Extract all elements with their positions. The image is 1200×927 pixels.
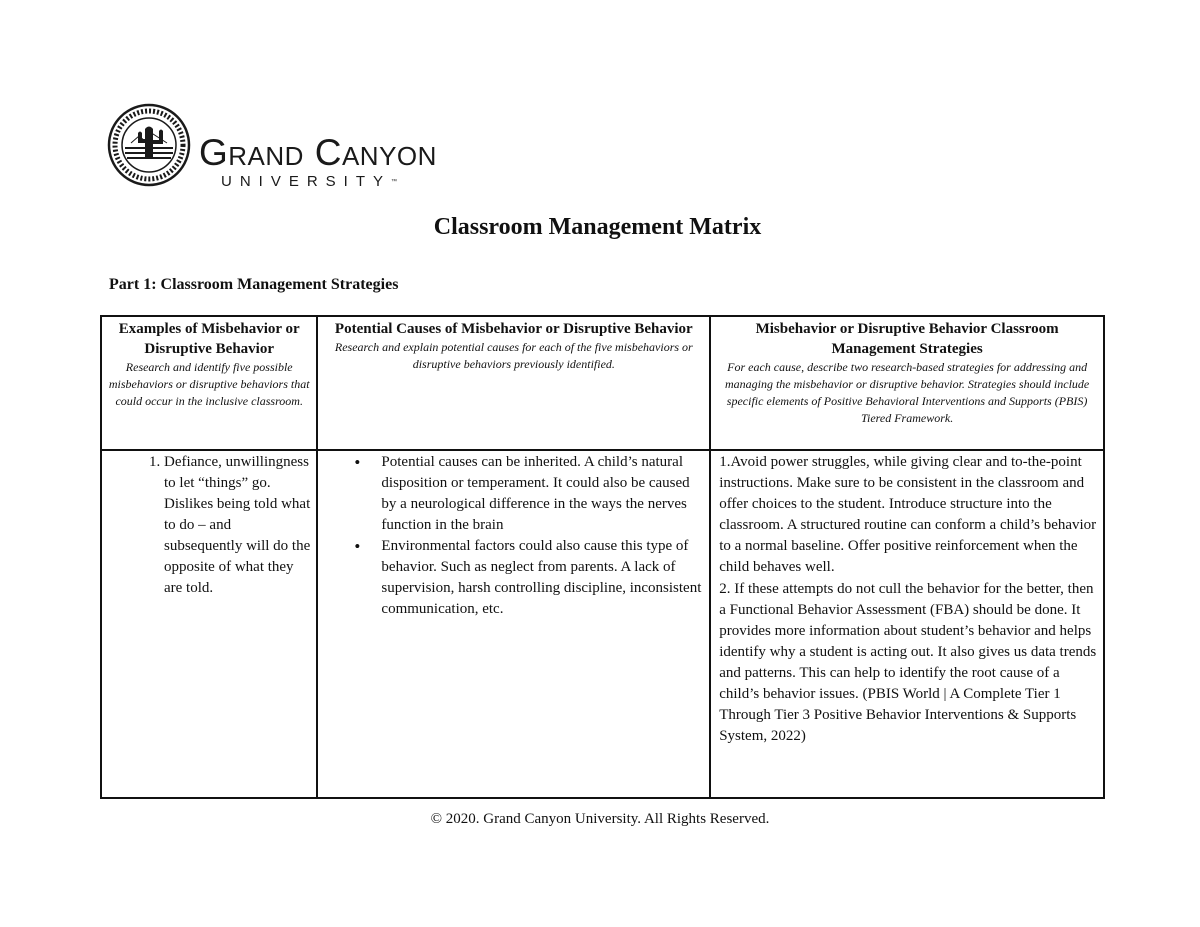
part-heading: Part 1: Classroom Management Strategies — [109, 276, 399, 293]
logo-wordmark — [199, 133, 437, 191]
page-title: Classroom Management Matrix — [433, 214, 762, 240]
logo-subtitle — [199, 173, 437, 191]
strategy-2: 2. If these attempts do not cull the behavior for the better, then a Functional Behavior Assessment (FBA) should be done. It provides more information about student’s behavior and helps identify why a student is acting out. It also gives us data trends and patterns. This can help to identify the root cause of a child’s behavior issues. (PBIS World | A Complete Tier 1 Through Tier 3 Positive Behavior Interventions & Supports System, 2022) — [719, 581, 1097, 744]
trademark-symbol: ™ — [391, 179, 398, 185]
logo-subtitle-text: UNIVERSITY — [221, 173, 392, 190]
logo-university-name: Grand Canyon — [199, 132, 437, 173]
causes-cell — [317, 450, 710, 798]
university-seal-icon — [107, 103, 191, 187]
header-causes-description: Research and explain potential causes for each of the five misbehaviors or disruptive behaviors previously identified. — [334, 340, 693, 371]
header-causes — [317, 316, 710, 450]
header-examples-description: Research and identify five possible misbehaviors or disruptive behaviors that could occur in the inclusive classroom. — [108, 360, 310, 408]
table-header-row — [101, 316, 1104, 450]
header-strategies-description: For each cause, describe two research-based strategies for addressing and managing the misbehavior or disruptive behavior. Strategies should include specific elements of Positive Behavioral Interventions and Supports (PBIS) Tiered Framework. — [724, 360, 1090, 425]
example-item: 1. Defiance, unwillingness to let “things” go. Dislikes being told what to do – and subsequently will do the opposite of what they are told. — [164, 452, 311, 599]
header-strategies — [710, 316, 1104, 450]
cause-item: • Environmental factors could also cause this type of behavior. Such as neglect from parents. A lack of supervision, harsh controlling discipline, inconsistent communication, etc. — [381, 536, 704, 620]
strategies-cell — [710, 450, 1104, 798]
copyright-footer: © 2020. Grand Canyon University. All Rights Reserved. — [430, 811, 770, 827]
header-examples-title: Examples of Misbehavior or Disruptive Behavior — [118, 321, 300, 357]
header-examples — [101, 316, 317, 450]
classroom-management-table — [100, 315, 1105, 799]
example-cell — [101, 450, 317, 798]
strategy-1: 1.Avoid power struggles, while giving clear and to-the-point instructions. Make sure to be consistent in the classroom and offer choices to the student. Introduce structure into the classroom. A structured routine can conform a child’s behavior to a normal baseline. Offer positive reinforcement when the child behaves well. — [719, 454, 1097, 575]
header-causes-title: Potential Causes of Misbehavior or Disruptive Behavior — [334, 321, 693, 337]
header-strategies-title: Misbehavior or Disruptive Behavior Classroom Management Strategies — [755, 321, 1059, 357]
university-logo — [107, 103, 487, 193]
table-row — [101, 450, 1104, 798]
cause-item: • Potential causes can be inherited. A child’s natural disposition or temperament. It could also be caused by a neurological difference in the ways the nerves function in the brain — [381, 452, 704, 536]
causes-list — [323, 452, 704, 620]
example-list — [107, 452, 311, 599]
